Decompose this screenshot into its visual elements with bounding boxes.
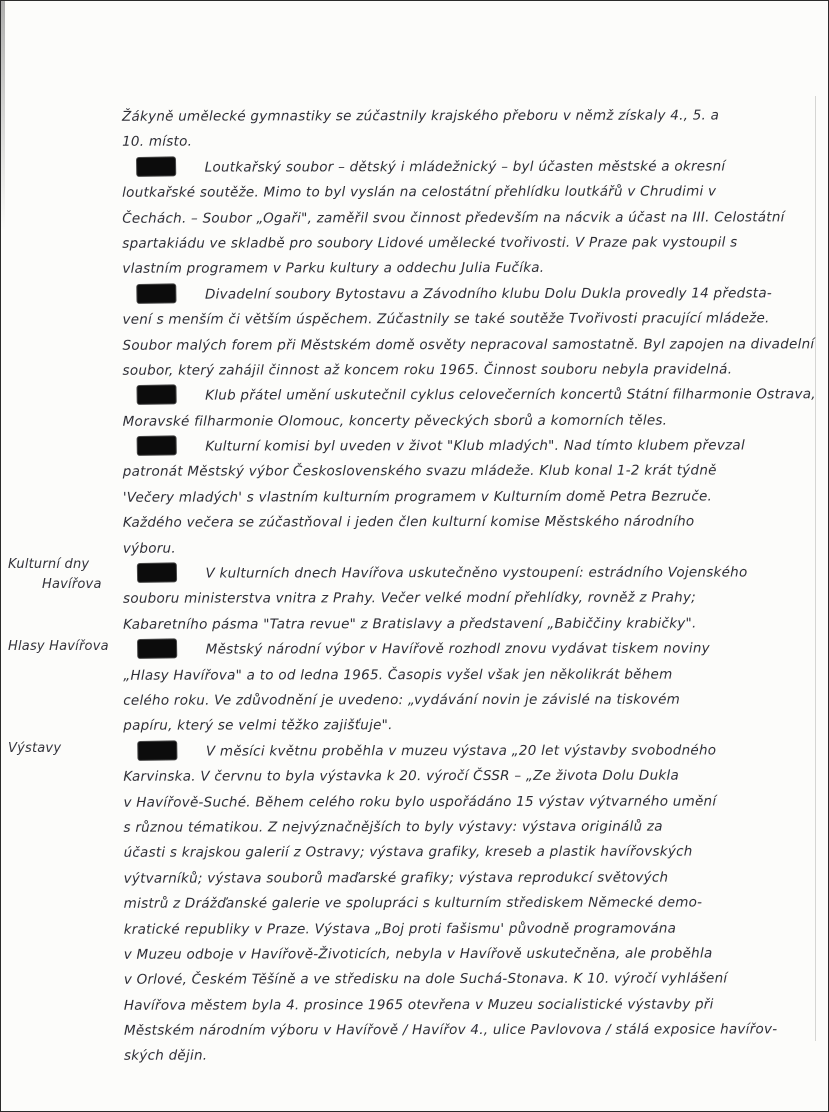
text-line — [124, 1017, 826, 1044]
redaction-mark — [137, 157, 175, 176]
text-line — [123, 662, 825, 689]
text-line — [123, 535, 825, 562]
text-line — [123, 611, 825, 638]
text-line — [122, 154, 824, 181]
text-line-content: Soubor malých forem při Městském domě osvěty nepracoval samostatně. Byl zapojen na divadelní — [122, 335, 815, 354]
text-line-content: výboru. — [122, 540, 176, 557]
redaction-mark — [138, 563, 176, 582]
text-line — [123, 484, 825, 511]
text-line — [123, 636, 825, 663]
text-line — [123, 357, 825, 384]
text-line-content: papíru, který se velmi těžko zajišťuje". — [123, 717, 393, 735]
text-line — [123, 433, 825, 460]
text-line-content: Každého večera se zúčastňoval i jeden člen kulturní komise Městského národního — [122, 513, 695, 531]
text-line-content: Klub přátel umění uskutečnil cyklus celovečerních koncertů Státní filharmonie Ostrava, — [205, 386, 816, 404]
text-line — [122, 103, 824, 130]
text-line-content: v Havířově-Suché. Během celého roku bylo uspořádáno 15 výstav výtvarného umění — [123, 793, 717, 811]
text-line — [124, 992, 826, 1019]
text-line-content: Karvinska. V červnu to byla výstavka k 20. výročí ČSSR – „Ze života Dolu Dukla — [123, 767, 679, 785]
text-line — [123, 814, 825, 841]
text-line — [123, 560, 825, 587]
text-line — [123, 713, 825, 740]
text-line-content: ských dějin. — [123, 1048, 208, 1065]
text-line-content: Městském národním výboru v Havířově / Havířov 4., ulice Pavlovova / stálá exposice havířov- — [123, 1021, 778, 1039]
text-line — [123, 408, 825, 435]
text-line — [122, 332, 824, 359]
text-line-content: mistrů z Drážďanské galerie ve spolupráci s kulturním střediskem Německé demo- — [123, 894, 703, 912]
text-line — [124, 865, 826, 892]
margin-note-kulturni-dny — [8, 555, 102, 595]
text-line — [124, 916, 826, 943]
text-line — [123, 383, 825, 410]
text-line-content: v Muzeu odboje v Havířově-Životicích, nebyla v Havířově uskutečněna, ale proběhla — [123, 945, 713, 963]
margin-note-text: Kulturní dny — [8, 557, 90, 572]
text-line-content: Moravské filharmonie Olomouc, koncerty pěveckých sborů a komorních těles. — [122, 412, 668, 430]
text-line-content: vení s menším či větším úspěchem. Zúčastnily se také soutěže Tvořivosti pracující mládeže. — [122, 310, 770, 328]
text-line — [122, 129, 824, 156]
redaction-mark — [138, 741, 176, 760]
text-line-content: v Orlové, Českém Těšíně a ve středisku na dole Suchá-Stonava. K 10. výročí vyhlášení — [123, 970, 728, 989]
text-line-content: „Hlasy Havířova" a to od ledna 1965. Časopis vyšel však jen několikrát během — [123, 666, 673, 684]
text-line-content: Žákyně umělecké gymnastiky se zúčastnily krajského přeboru v němž získaly 4., 5. a — [121, 107, 720, 125]
text-line — [123, 459, 825, 486]
text-line — [123, 510, 825, 537]
text-line-content: spartakiádu ve skladbě pro soubory Lidové umělecké tvořivosti. V Praze pak vystoupil s — [122, 234, 738, 252]
text-line — [122, 256, 824, 283]
margin-note-hlasy-havirova — [8, 637, 109, 657]
text-line-content: 10. místo. — [122, 133, 193, 151]
text-line — [124, 941, 826, 968]
text-line-content: Čechách. – Soubor „Ogaři", zaměřil svou činnost především na nácvik a účast na III. Celostátní — [122, 208, 785, 227]
text-line — [124, 967, 826, 994]
text-line-content: účasti s krajskou galerií z Ostravy; výstava grafiky, kreseb a plastik havířovských — [123, 843, 693, 862]
text-line — [124, 840, 826, 867]
redaction-mark — [137, 386, 175, 405]
text-line-content: souboru ministerstva vnitra z Prahy. Večer velké modní přehlídky, rovněž z Prahy; — [123, 589, 696, 608]
text-line-content: celého roku. Ve zdůvodnění je uvedeno: „vydávání novin je závislé na tiskovém — [123, 691, 681, 709]
text-line — [124, 1043, 826, 1070]
text-line-content: V měsíci květnu proběhla v muzeu výstava „20 let výstavby svobodného — [205, 742, 717, 760]
margin-note-vystavy — [8, 739, 61, 759]
text-line-content: soubor, který zahájil činnost až koncem roku 1965. Činnost souboru nebyla pravidelná. — [122, 361, 733, 379]
text-line — [123, 763, 825, 790]
text-line — [123, 738, 825, 765]
margin-note-text: Výstavy — [8, 741, 62, 756]
text-line-content: V kulturních dnech Havířova uskutečněno vystoupení: estrádního Vojenského — [205, 564, 748, 582]
text-line — [122, 306, 824, 333]
manuscript-lines — [122, 103, 826, 1069]
redaction-mark — [138, 436, 176, 455]
text-line-content: vlastním programem v Parku kultury a oddechu Julia Fučíka. — [122, 260, 545, 278]
text-line — [124, 890, 826, 917]
text-line-content: patronát Městský výbor Československého svazu mládeže. Klub konal 1-2 krát týdně — [122, 462, 717, 481]
text-line-content: Kulturní komisi byl uveden v život "Klub mladých". Nad tímto klubem převzal — [205, 437, 745, 455]
redaction-mark — [138, 640, 176, 659]
text-line-content: s různou tématikou. Z nejvýznačnějších to byly výstavy: výstava originálů za — [123, 818, 663, 836]
text-line — [122, 179, 824, 206]
text-line — [122, 205, 824, 232]
text-line-content: Loutkařský soubor – dětský i mládežnický – byl účasten městské a okresní — [204, 158, 726, 176]
redaction-mark — [137, 284, 175, 303]
text-line-content: Městský národní výbor v Havířově rozhodl znovu vydávat tiskem noviny — [205, 640, 710, 658]
margin-note-text: Havířova — [42, 577, 102, 592]
margin-note-text: Hlasy Havířova — [8, 639, 109, 654]
text-line-content: Kabaretního pásma "Tatra revue" z Bratislavy a představení „Babiččiny krabičky". — [123, 615, 697, 633]
text-line-content: výtvarníků; výstava souborů maďarské grafiky; výstava reprodukcí světových — [123, 869, 669, 887]
text-line — [123, 586, 825, 613]
text-line-content: kratické republiky v Praze. Výstava „Boj proti fašismu' původně programována — [123, 920, 677, 938]
text-line — [123, 789, 825, 816]
text-line — [123, 687, 825, 714]
text-line — [122, 281, 824, 308]
text-line-content: loutkařské soutěže. Mimo to byl vyslán na celostátní přehlídku loutkářů v Chrudimi v — [122, 183, 717, 201]
text-line-content: 'Večery mladých' s vlastním kulturním programem v Kulturním domě Petra Bezruče. — [122, 488, 713, 506]
text-line-content: Havířova městem byla 4. prosince 1965 otevřena v Muzeu socialistické výstavby při — [123, 996, 714, 1014]
scan-edge-smudge — [1, 1, 5, 231]
text-line-content: Divadelní soubory Bytostavu a Závodního klubu Dolu Dukla provedly 14 předsta- — [204, 285, 772, 303]
text-line — [122, 230, 824, 257]
